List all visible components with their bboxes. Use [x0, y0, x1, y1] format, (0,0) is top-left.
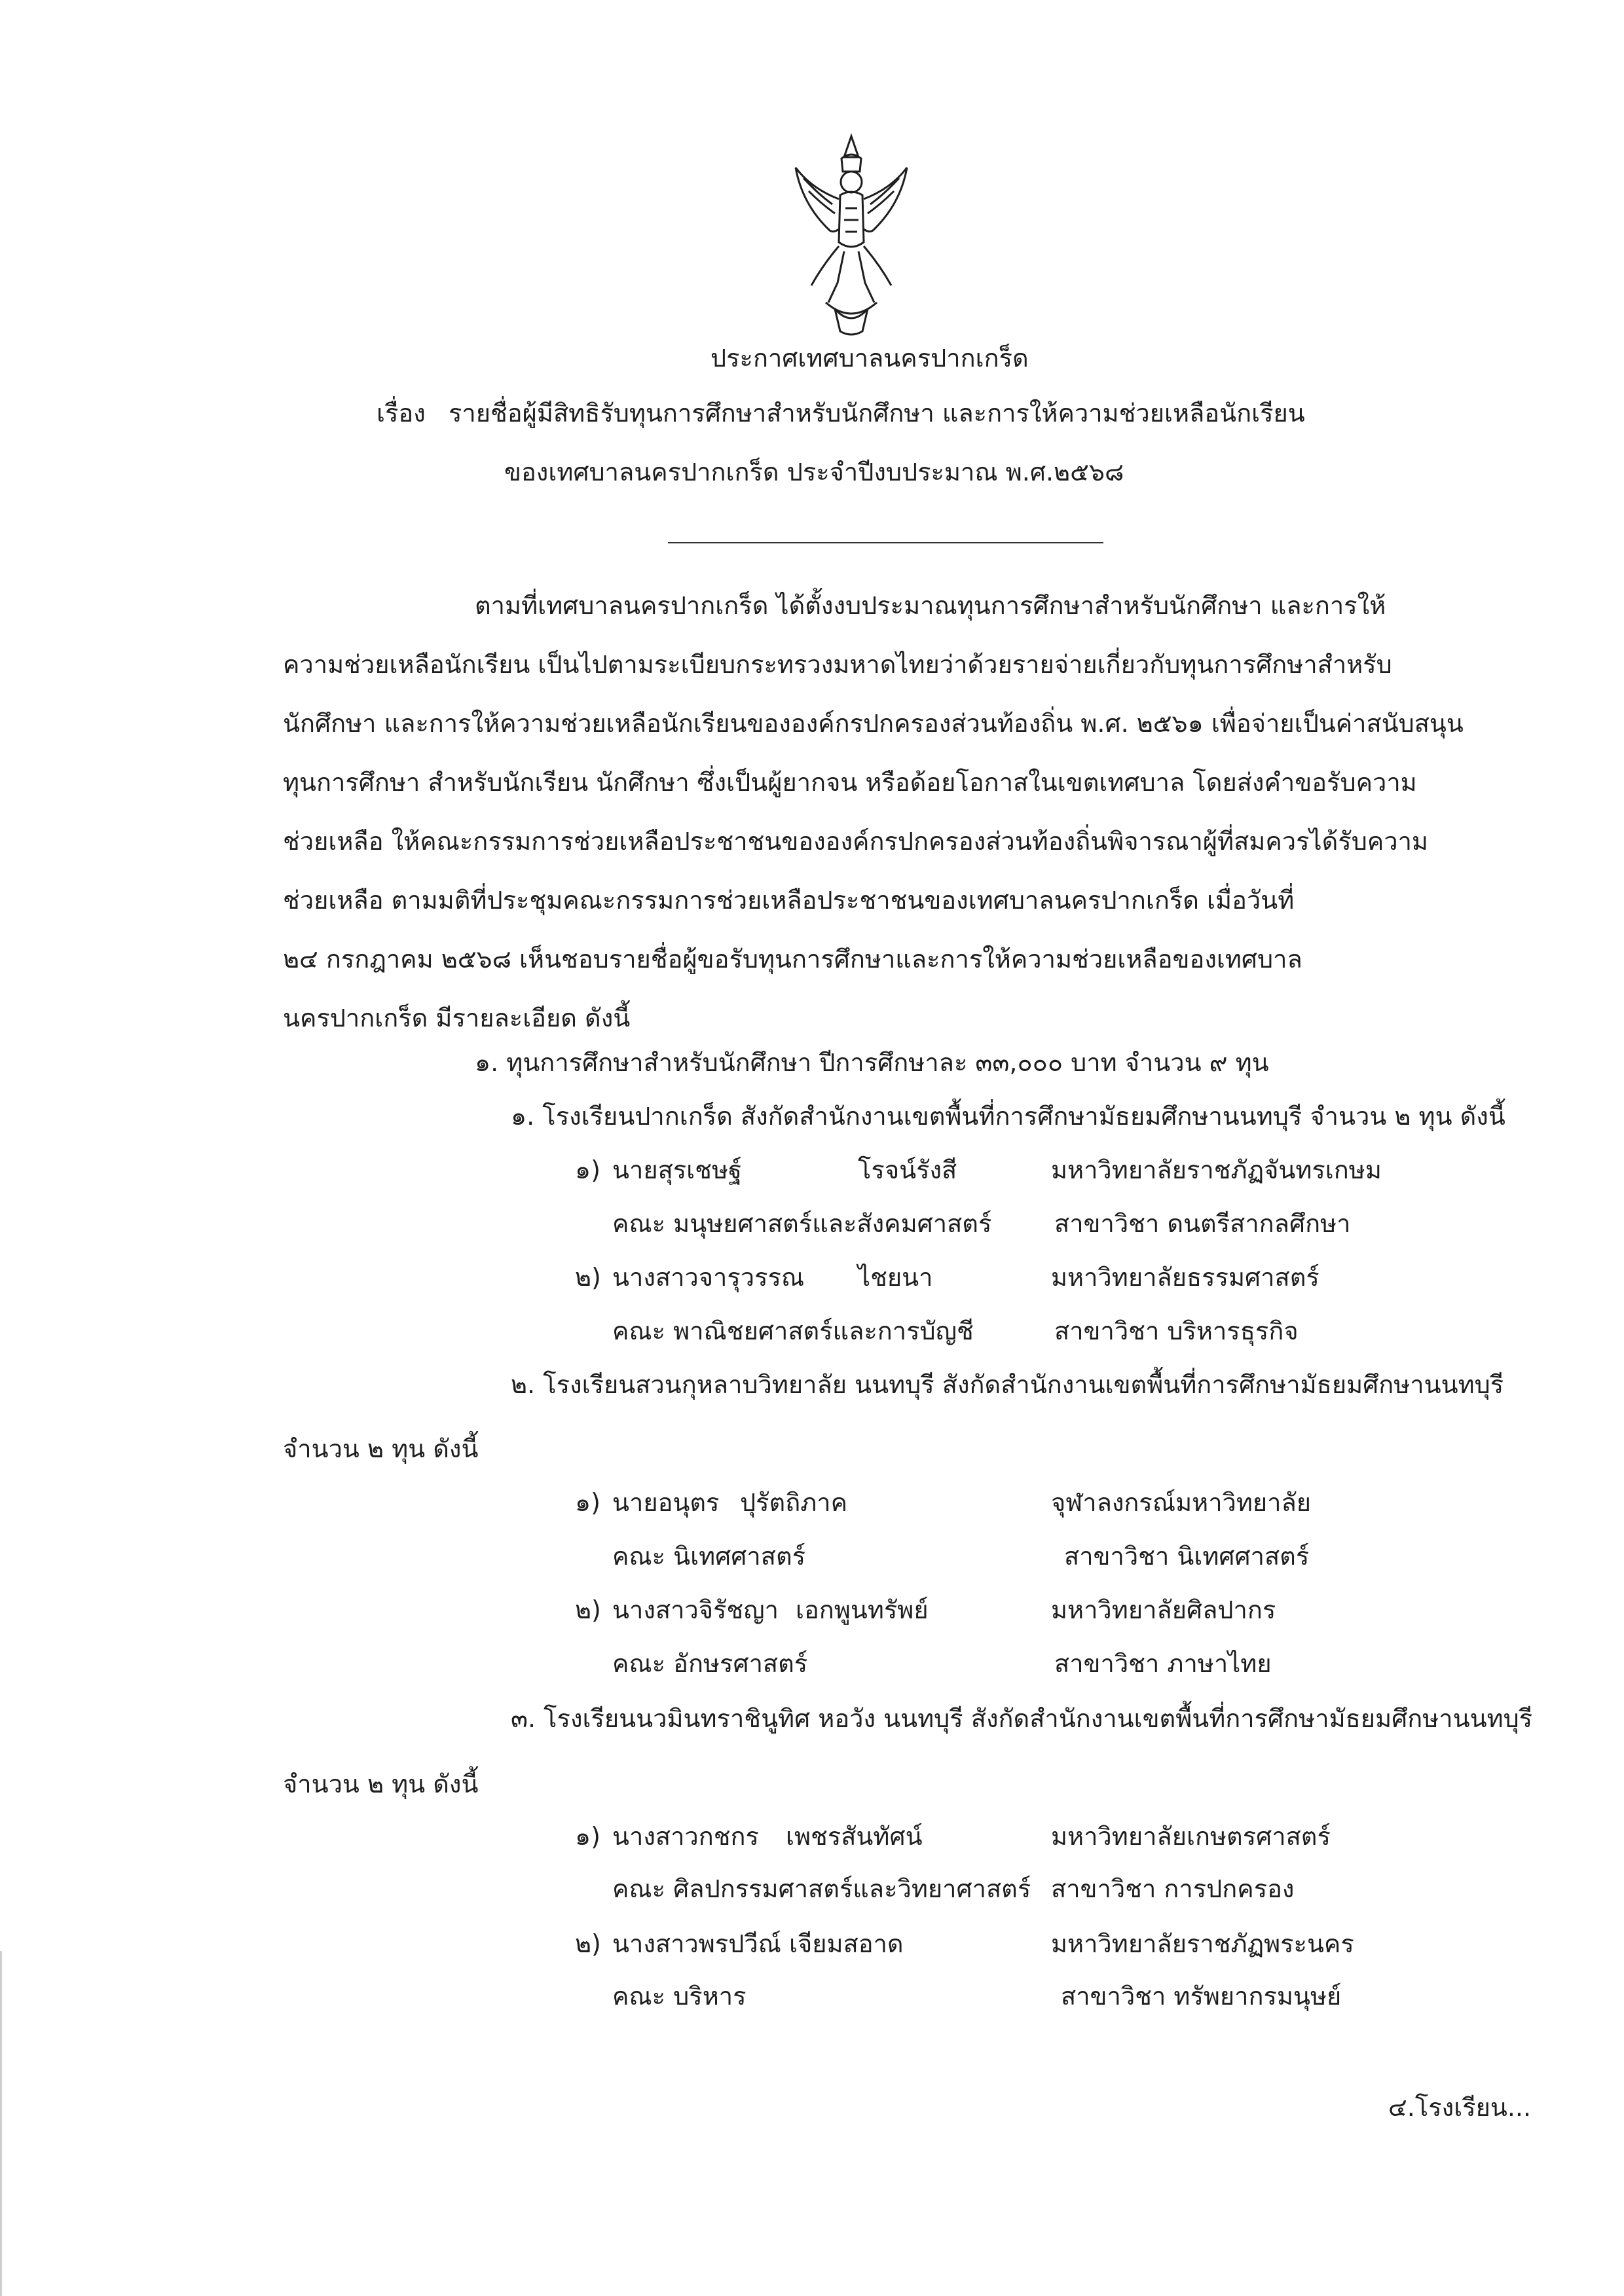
student-university: มหาวิทยาลัยราชภัฏพระนคร [1051, 1929, 1354, 1958]
school-line: ๒. โรงเรียนสวนกุหลาบวิทยาลัย นนทบุรี สังกัดสำนักงานเขตพื้นที่การศึกษามัธยมศึกษานนทบุรี [511, 1370, 1504, 1399]
student-surname: โรจน์รังสี [858, 1156, 957, 1184]
student-faculty: คณะ บริหาร [612, 1982, 747, 2011]
school-line-continued: จำนวน ๒ ทุน ดังนี้ [283, 1434, 479, 1463]
paragraph-line: ตามที่เทศบาลนครปากเกร็ด ได้ตั้งงบประมาณทุนการศึกษาสำหรับนักศึกษา และการให้ [475, 591, 1386, 620]
student-major: สาขาวิชา นิเทศศาสตร์ [1064, 1542, 1310, 1571]
school-line: ๓. โรงเรียนนวมินทราชินูทิศ หอวัง นนทบุรี สังกัดสำนักงานเขตพื้นที่การศึกษามัธยมศึกษานนทบุรี [511, 1704, 1533, 1733]
student-major: สาขาวิชา ดนตรีสากลศึกษา [1054, 1209, 1351, 1238]
paragraph-line: นครปากเกร็ด มีรายละเอียด ดังนี้ [283, 1004, 631, 1032]
student-faculty: คณะ นิเทศศาสตร์ [612, 1542, 806, 1571]
student-faculty: คณะ ศิลปกรรมศาสตร์และวิทยาศาสตร์ [612, 1874, 1031, 1903]
student-name: นายสุรเชษฐ์ [612, 1156, 742, 1184]
subject-line-2: ของเทศบาลนครปากเกร็ด ประจำปีงบประมาณ พ.ศ.๒๕๖๘ [504, 458, 1124, 486]
student-name: นางสาวจิรัชญา [612, 1595, 779, 1624]
student-major: สาขาวิชา ภาษาไทย [1054, 1649, 1272, 1678]
student-faculty: คณะ มนุษยศาสตร์และสังคมศาสตร์ [612, 1209, 992, 1238]
student-surname: ไชยนา [858, 1263, 933, 1292]
student-number: ๑) [575, 1156, 600, 1184]
paragraph-line: ทุนการศึกษา สำหรับนักเรียน นักศึกษา ซึ่งเป็นผู้ยากจน หรือด้อยโอกาสในเขตเทศบาล โดยส่งคำขอรับความ [283, 768, 1417, 797]
student-surname: เอกพูนทรัพย์ [796, 1595, 929, 1624]
student-major: สาขาวิชา การปกครอง [1051, 1874, 1295, 1903]
paragraph-line: ช่วยเหลือ ให้คณะกรรมการช่วยเหลือประชาชนขององค์กรปกครองส่วนท้องถิ่นพิจารณาผู้ที่สมควรได้รับความ [283, 827, 1428, 856]
student-university: จุฬาลงกรณ์มหาวิทยาลัย [1051, 1488, 1312, 1517]
paragraph-line: ๒๔ กรกฎาคม ๒๕๖๘ เห็นชอบรายชื่อผู้ขอรับทุนการศึกษาและการให้ความช่วยเหลือของเทศบาล [283, 945, 1302, 974]
student-university: มหาวิทยาลัยศิลปากร [1051, 1595, 1276, 1624]
student-number: ๒) [575, 1263, 601, 1292]
student-major: สาขาวิชา บริหารธุรกิจ [1054, 1317, 1299, 1345]
school-line-continued: จำนวน ๒ ทุน ดังนี้ [283, 1770, 479, 1798]
subject-label: เรื่อง [377, 399, 426, 428]
student-number: ๒) [575, 1595, 601, 1624]
student-surname: เจียมสอาด [789, 1929, 904, 1958]
header-divider [668, 542, 1103, 543]
scan-edge-line [0, 1951, 2, 2296]
student-university: มหาวิทยาลัยเกษตรศาสตร์ [1051, 1822, 1331, 1851]
student-university: มหาวิทยาลัยธรรมศาสตร์ [1051, 1263, 1320, 1292]
student-name: นางสาวจารุวรรณ [612, 1263, 805, 1292]
school-line: ๑. โรงเรียนปากเกร็ด สังกัดสำนักงานเขตพื้นที่การศึกษามัธยมศึกษานนทบุรี จำนวน ๒ ทุน ดังนี้ [511, 1102, 1505, 1131]
student-faculty: คณะ พาณิชยศาสตร์และการบัญชี [612, 1317, 974, 1345]
continuation-note: ๔.โรงเรียน... [1388, 2093, 1532, 2122]
student-major: สาขาวิชา ทรัพยากรมนุษย์ [1061, 1982, 1342, 2011]
paragraph-line: ความช่วยเหลือนักเรียน เป็นไปตามระเบียบกระทรวงมหาดไทยว่าด้วยรายจ่ายเกี่ยวกับทุนการศึกษาสำหรับ [283, 650, 1392, 679]
student-number: ๑) [575, 1488, 600, 1517]
section-1-title: ๑. ทุนการศึกษาสำหรับนักศึกษา ปีการศึกษาละ ๓๓,๐๐๐ บาท จำนวน ๙ ทุน [475, 1048, 1269, 1077]
garuda-emblem-icon [789, 131, 913, 340]
student-number: ๑) [575, 1822, 600, 1851]
student-name: นางสาวกชกร [612, 1822, 759, 1851]
paragraph-line: นักศึกษา และการให้ความช่วยเหลือนักเรียนขององค์กรปกครองส่วนท้องถิ่น พ.ศ. ๒๕๖๑ เพื่อจ่ายเป็นค่าสนับสนุน [283, 709, 1464, 738]
student-surname: ปุรัตถิภาค [740, 1488, 848, 1517]
student-name: นางสาวพรปวีณ์ [612, 1929, 781, 1958]
paragraph-line: ช่วยเหลือ ตามมติที่ประชุมคณะกรรมการช่วยเหลือประชาชนของเทศบาลนครปากเกร็ด เมื่อวันที่ [283, 886, 1295, 915]
student-surname: เพชรสันทัศน์ [786, 1822, 923, 1851]
student-university: มหาวิทยาลัยราชภัฏจันทรเกษม [1051, 1156, 1382, 1184]
student-number: ๒) [575, 1929, 601, 1958]
subject-line-1: รายชื่อผู้มีสิทธิรับทุนการศึกษาสำหรับนักศึกษา และการให้ความช่วยเหลือนักเรียน [449, 399, 1305, 428]
issuing-organization: ประกาศเทศบาลนครปากเกร็ด [710, 344, 1029, 373]
student-faculty: คณะ อักษรศาสตร์ [612, 1649, 808, 1678]
student-name: นายอนุตร [612, 1488, 720, 1517]
